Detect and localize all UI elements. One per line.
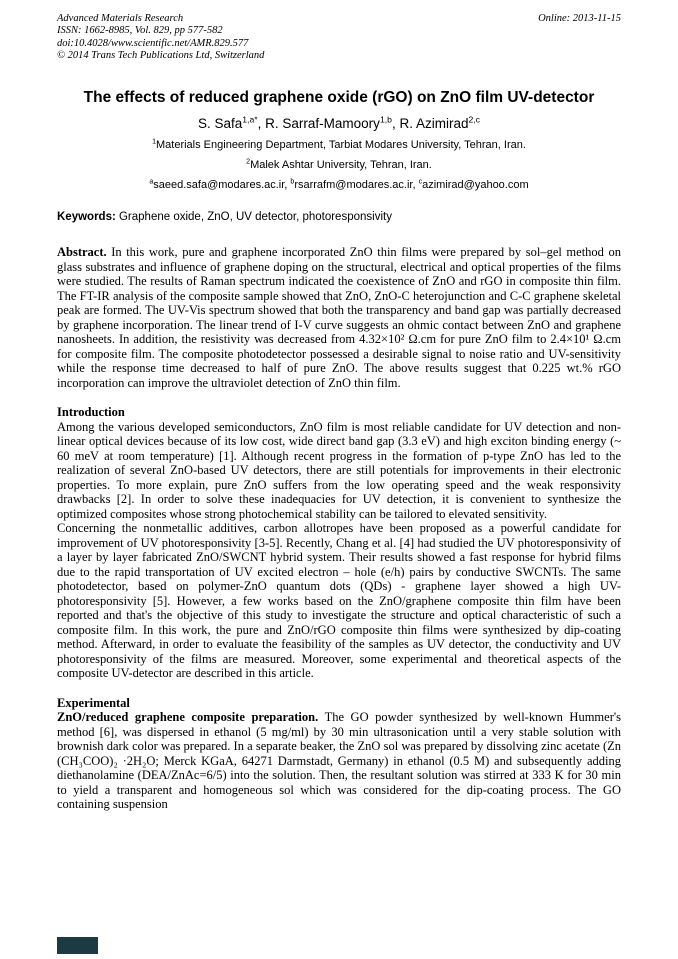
affiliation-superscript-1: 1	[152, 138, 156, 146]
keywords-line	[57, 211, 621, 223]
email-address-b: rsarrafm@modares.ac.ir,	[294, 179, 419, 192]
introduction-paragraph-1: Among the various developed semiconductors, ZnO film is most reliable candidate for UV detection and non-linear optical devices because of its low cost, wide direct band gap (3.3 eV) and high exciton binding energy (~ 60 meV at room temperature) [1]. Although recent progress in the formation of p-type ZnO has led to the realization of several ZnO-based UV detectors, there are still potentials for improvements in their electronic properties. To more explain, pure ZnO suffers from the low operating speed and the weak responsivity drawbacks [2]. In order to solve these inadequacies for UV detection, it is convenient to synthesize the optimized composites whose strong photochemical stability can be tailored to elevated sensitivity.	[57, 419, 621, 521]
section-heading-experimental: Experimental	[57, 695, 130, 710]
keywords-text: Graphene oxide, ZnO, UV detector, photoresponsivity	[115, 211, 392, 224]
journal-header	[57, 13, 621, 63]
affiliation-text-2: Malek Ashtar University, Tehran, Iran.	[250, 159, 432, 172]
experimental-lead-bold: ZnO/reduced graphene composite preparation.	[57, 710, 319, 725]
journal-name: Advanced Materials Research	[57, 13, 184, 24]
author-separator-1: ,	[257, 116, 266, 132]
author-superscript-2: 1,b	[379, 114, 392, 125]
introduction-paragraph-2: Concerning the nonmetallic additives, carbon allotropes have been proposed as a powerful candidate for improvement of UV photoresponsivity [3-5]. Recently, Chang et al. [4] had studied the UV photoresponsivity of a layer by layer fabricated ZnO/SWCNT hybrid system. Their results showed a fast response for hybrid films due to the rapid transportation of UV excited electron – hole (e/h) pairs by conductive SWCNTs. The same photodetector, based on polymer-ZnO quantum dots (QDs) - graphene layer showed a high UV-photoresponsivity [5]. However, a few works based on the ZnO/graphene composite thin film have been reported and that's the objective of this study to investigate the structure and optical characteristic of such a composite film. In this work, the pure and ZnO/rGO composite thin films were synthesized by dip-coating method. Afterward, in order to evaluate the feasibility of the samples as UV detector, the conductivity and UV photoresponsivity of the films are measured. Moreover, some experimental and theoretical aspects of the composite UV-detector are described in this article.	[57, 521, 621, 681]
keywords-label: Keywords:	[57, 211, 116, 224]
email-address-a: saeed.safa@modares.ac.ir,	[153, 179, 291, 192]
footer-mark	[57, 937, 98, 954]
email-superscript-a: a	[149, 178, 154, 186]
email-address-c: azimirad@yahoo.com	[422, 179, 529, 192]
experimental-text: The GO powder synthesized by well-known Hummer's method [6], was dispersed in ethanol (5 mg/ml) by 30 min ultrasonication until a very stable solution with brownish dark color was prepared. In a separate beaker, the ZnO sol was prepared by dissolving zinc acetate (Zn (CH₃COO)₂ ·2H₂O; Merck KGaA, 64271 Darmstadt, Germany) in ethanol (0.5 M) and subsequently adding diethanolamine (DEA/ZnAc=6/5) into the solution. Then, the resultant solution was stirred at 333 K for 30 min to yield a transparent and homogeneous sol which was considered for the dip-coating process. The GO containing suspension	[57, 710, 621, 812]
issn-line: ISSN: 1662-8985, Vol. 829, pp 577-582	[57, 25, 223, 37]
experimental-paragraph	[57, 710, 621, 812]
abstract-text: In this work, pure and graphene incorporated ZnO thin films were prepared by sol–gel method on glass substrates and influence of graphene doping on the structural, electrical and optical properties of the films were studied. The results of Raman spectrum indicated the coexistence of ZnO and rGO in composite thin film. The FT-IR analysis of the composite sample showed that ZnO, ZnO-C heterojunction and C-C graphene skeletal peak are formed. The UV-Vis spectrum showed that both the transparency and band gap was partially decreased by graphene incorporation. The linear trend of I-V curve suggests an ohmic contact between ZnO and graphene nanosheets. In addition, the resistivity was decreased from 4.32×10² Ω.cm for pure ZnO film to 2.4×10¹ Ω.cm for composite film. The composite photodetector possessed a desirable signal to noise ratio and UV-sensitivity while the response time decreased to half of pure ZnO. The above results suggest that 0.225 wt.% rGO incorporation can improve the ultraviolet detection of ZnO thin film.	[57, 245, 621, 390]
affiliation-line-1	[57, 139, 621, 151]
abstract-paragraph	[57, 245, 621, 390]
author-superscript-1: 1,a*	[242, 114, 258, 125]
author-superscript-3: 2,c	[468, 114, 480, 125]
author-name-2: R. Sarraf-Mamoory	[265, 116, 380, 132]
section-heading-introduction: Introduction	[57, 405, 125, 420]
doi-line: doi:10.4028/www.scientific.net/AMR.829.577	[57, 37, 249, 49]
copyright-line: © 2014 Trans Tech Publications Ltd, Switzerland	[57, 50, 265, 62]
paper-title: The effects of reduced graphene oxide (rGO) on ZnO film UV-detector	[83, 88, 595, 106]
abstract-label: Abstract.	[57, 245, 107, 260]
author-name-1: S. Safa	[198, 116, 243, 132]
authors-line	[57, 116, 621, 131]
affiliation-text-1: Materials Engineering Department, Tarbiat Modares University, Tehran, Iran.	[156, 139, 526, 152]
affiliation-line-2	[57, 159, 621, 171]
email-superscript-b: b	[290, 178, 295, 186]
author-name-3: R. Azimirad	[399, 116, 469, 132]
email-superscript-c: c	[418, 178, 423, 186]
header-row-top	[57, 13, 621, 25]
author-separator-2: ,	[391, 116, 400, 132]
affiliation-superscript-2: 2	[246, 158, 251, 166]
emails-line	[57, 179, 621, 191]
online-date: Online: 2013-11-15	[538, 13, 621, 24]
